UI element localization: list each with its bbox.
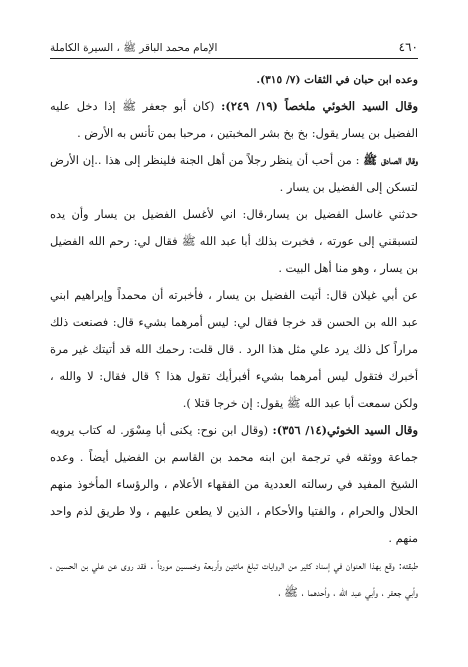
sadiq-text: : من أحب أن ينظر رجلاً من أهل الجنة فلينظر إلى هذا ..إن الأرض لتسكن إلى الفضيل بن يسار . [50,153,418,194]
page-number: ٤٦٠ [398,40,418,54]
paragraph-abu-ghilan: عن أبي غيلان قال: أتيت الفضيل بن يسار ، فأخبرته أن محمداً وإبراهيم ابني عبد الله بن الحسن قد خرجا فقال لي: ليس أمرهما بشيء قال: فصنعت ذلك مراراً كل ذلك يرد علي مثل هذا الرد . قال قلت: رحمك الله قد أتيتك غير مرة أخبرك فتقول ليس أمرهما بشيء أفبرأيك تقول هذا ؟ قال فقال: لا والله ، ولكن سمعت أبا عبد الله ﷺ يقول: إن خرجا قتلا ). [50,288,418,410]
running-title: الإمام محمد الباقر ﷺ ، السيرة الكاملة [50,42,218,54]
sadiq-lead: وقال الصادق ﷺ [363,153,418,167]
citation-text: (كان أبو جعفر ﷺ إذا دخل عليه الفضيل بن يسار يقول: بخ بخ بشر المخبتين ، مرحبا بمن تأنس به الأرض . [50,99,418,140]
ibn-nuh-text: (وقال ابن نوح: يكنى أبا مِسْوَر. له كتاب يرويه جماعة ووثقه في ترجمة ابن ابنه محمد بن القاسم بن الفضيل أيضاً . وعده الشيخ المفيد في رسالته العددية من الفقهاء الأعلام ، والرؤساء المأخوذ منهم الحلال والحرام ، والفتيا والأحكام ، الذين لا يطعن عليهم ، ولا طريق لذم واحد منهم . [50,423,418,545]
paragraph-washer: حدثني غاسل الفضيل بن يسار،قال: اني لأغسل الفضيل بن يسار وأن يده لتسبقني إلى عورته ، فخبرت بذلك أبا عبد الله ﷺ فقال لي: رحم الله الفضيل بن يسار ، وهو منا أهل البيت . [50,207,418,275]
ibn-nuh-lead: وقال السيد الخوئي(١٤/ ٣٥٦): [272,423,418,437]
paragraph-ibn-hibban: وعده ابن حبان في الثقات (٧/ ٣١٥). [256,74,418,86]
paragraph-tabaqa: طبقته: وقع بهذا العنوان في إسناد كثير من الروايات تبلغ مائتين وأربعة وخمسين مورداً . فقد روى عن علي بن الحسين ، وأبي جعفر ، وأبي عبد الله ، وأحدهما ، ﷺ ، [50,558,418,599]
header-rule [50,58,418,59]
paragraph-sadiq [50,147,418,201]
paragraph-khoei-summary [50,93,418,147]
citation-lead: وقال السيد الخوئي ملخصاً (١٩/ ٢٤٩): [221,99,418,113]
paragraph-khoei-ibn-nuh [50,417,418,552]
running-header [50,40,418,58]
